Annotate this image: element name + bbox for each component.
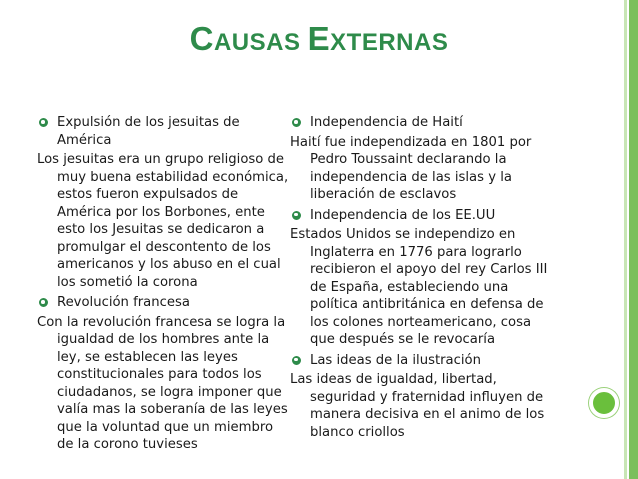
bullet-text: Las ideas de la ilustración [310, 352, 481, 368]
bullet-item [290, 114, 552, 132]
paragraph: Con la revolución francesa se logra la igualdad de los hombres ante la ley, se establecen las leyes constitucionales para todos los ciudadanos, se logra imponer que valía mas la soberanía de las leyes que la voluntad que un miembro de la corono tuvieses [37, 314, 288, 452]
bullet-text: Independencia de Haití [310, 115, 463, 130]
decorative-stripe-light [624, 0, 627, 479]
bullet-icon [292, 211, 301, 220]
slide-title [0, 20, 638, 58]
title-initial-e: E [307, 20, 331, 57]
title-part-2: XTERNAS [330, 29, 449, 56]
paragraph: Las ideas de igualdad, libertad, seguridad y fraternidad influyen de manera decisiva en el animo de los blanco criollos [290, 372, 545, 440]
right-column [290, 114, 552, 444]
bullet-item [37, 294, 289, 312]
title-part-1: AUSAS [213, 29, 308, 56]
bullet-text: Expulsión de los jesuitas de América [57, 115, 240, 148]
bullet-icon [39, 298, 48, 307]
decorative-stripe [629, 0, 638, 479]
paragraph: Los jesuitas era un grupo religioso de muy buena estabilidad económica, estos fueron expulsados de América por los Borbones, ente esto los Jesuitas se dedicaron a promulgar el descontento de los americanos y los abuso en el cual los sometió la corona [37, 152, 289, 290]
bullet-icon [39, 118, 48, 127]
bullet-icon [292, 118, 301, 127]
bullet-text: Revolución francesa [57, 295, 190, 310]
bullet-item [37, 114, 289, 149]
paragraph: Estados Unidos se independizo en Inglaterra en 1776 para lograrlo recibieron el apoyo del rey Carlos III de España, estableciendo una política antibritánica en defensa de los colones norteamericano, cosa que después se le revocaría [290, 227, 548, 347]
decorative-circle [589, 388, 619, 418]
title-initial-c: C [189, 20, 214, 57]
bullet-text: Independencia de los EE.UU [310, 207, 496, 223]
bullet-icon [292, 356, 301, 365]
paragraph: Haití fue independizada en 1801 por Pedro Toussaint declarando la independencia de las islas y la liberación de esclavos [290, 134, 532, 202]
bullet-item [290, 352, 552, 370]
left-column [37, 114, 289, 457]
bullet-item [290, 207, 552, 225]
